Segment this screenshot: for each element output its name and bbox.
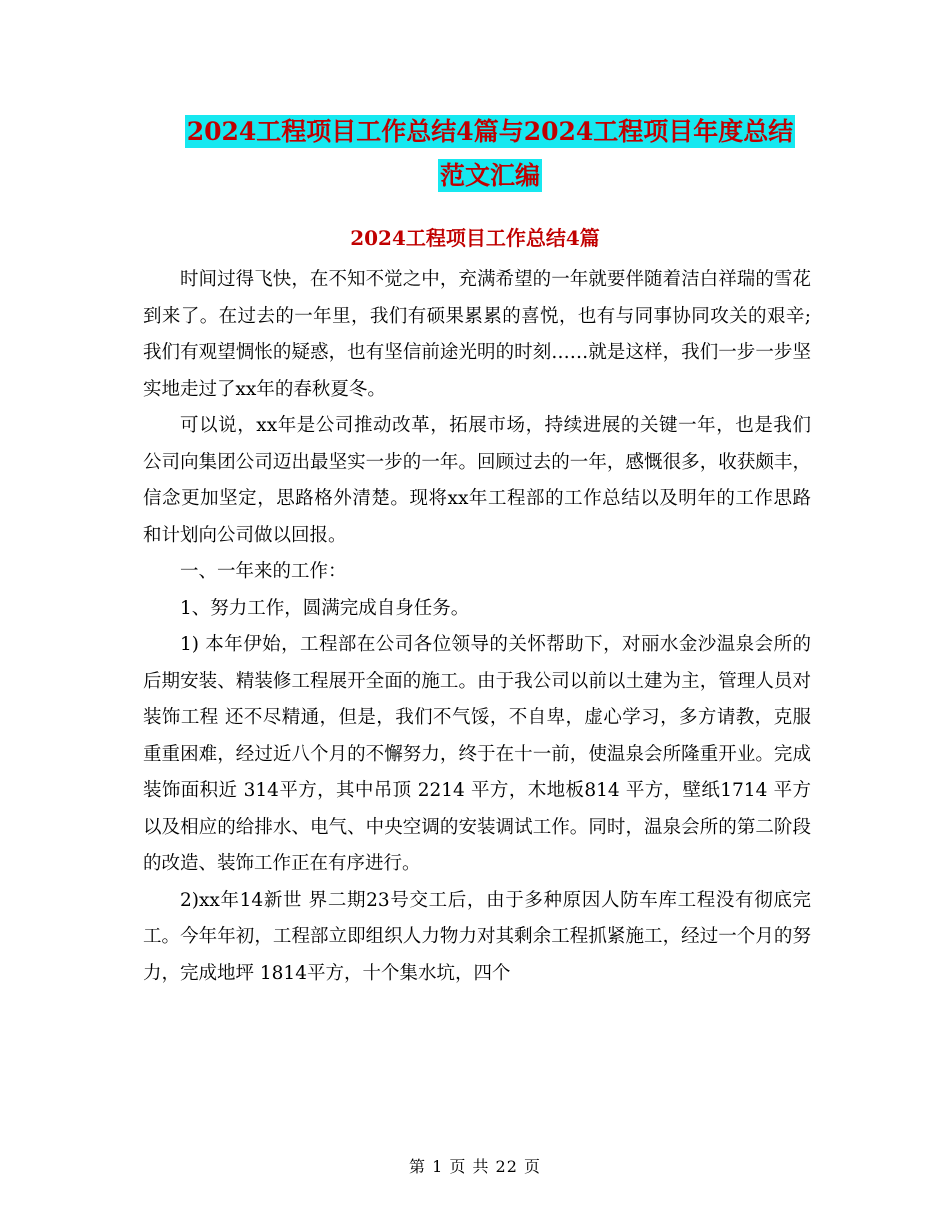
paragraph: 可以说，xx年是公司推动改革，拓展市场，持续进展的关键一年，也是我们公司向集团公司迈出最坚实一步的一年。回顾过去的一年，感慨很多，收获颇丰，信念更加坚定，思路格外清楚。现将xx年工程部的工作总结以及明年的工作思路和计划向公司做以回报。 xyxy=(143,415,811,546)
document-title xyxy=(140,110,840,198)
title-line-1: 2024工程项目工作总结4篇与2024工程项目年度总结 xyxy=(186,117,794,146)
paragraph: 1、努力工作，圆满完成自身任务。 xyxy=(180,597,470,619)
paragraph: 时间过得飞快，在不知不觉之中，充满希望的一年就要伴随着洁白祥瑞的雪花到来了。在过去的一年里，我们有硕果累累的喜悦，也有与同事协同攻关的艰辛;我们有观望惆怅的疑惑，也有坚信前途光明的时刻……就是这样，我们一步一步坚实地走过了xx年的春秋夏冬。 xyxy=(143,269,811,400)
title-line-2: 范文汇编 xyxy=(439,161,540,190)
section-heading: 2024工程项目工作总结4篇 xyxy=(350,226,600,250)
document-body xyxy=(143,262,811,992)
page-number-footer: 第 1 页 共 22 页 xyxy=(409,1157,541,1176)
paragraph: 2)xx年14新世 界二期23号交工后，由于多种原因人防车库工程没有彻底完工。今年年初，工程部立即组织人力物力对其剩余工程抓紧施工，经过一个月的努力，完成地坪 1814平方，十个集水坑，四个 xyxy=(143,889,811,984)
paragraph: 一、一年来的工作： xyxy=(180,561,347,582)
paragraph: 1) 本年伊始，工程部在公司各位领导的关怀帮助下，对丽水金沙温泉会所的后期安装、精装修工程展开全面的施工。由于我公司以前以土建为主，管理人员对装饰工程 还不尽精通，但是，我们不气馁，不自卑，虚心学习，多方请教，克服重重困难，经过近八个月的不懈努力，终于在十一前，使温泉会所隆重开业。完成装饰面积近 314平方，其中吊顶 2214 平方，木地板814 平方，壁纸1714 平方以及相应的给排水、电气、中央空调的安装调试工作。同时，温泉会所的第二阶段的改造、装饰工作正在有序进行。 xyxy=(143,634,811,874)
